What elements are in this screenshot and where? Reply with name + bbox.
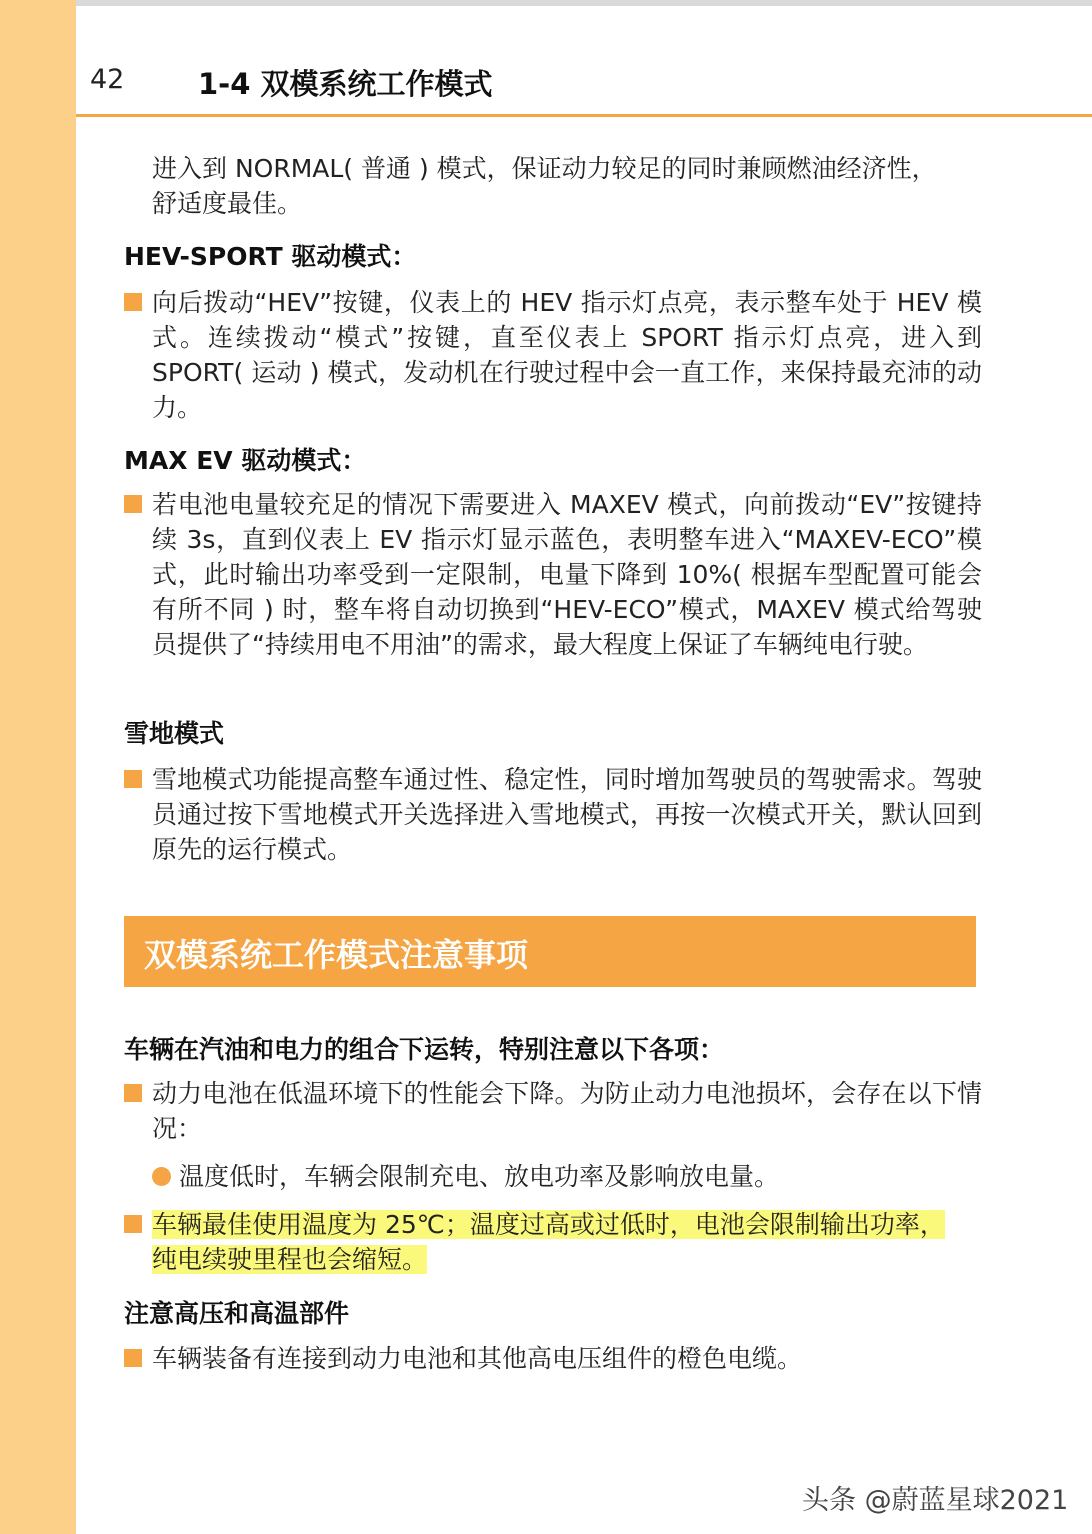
- page-header: [76, 6, 1092, 114]
- circle-bullet-icon: [152, 1167, 171, 1186]
- battery-low-temp-text: 动力电池在低温环境下的性能会下降。为防止动力电池损坏，会存在以下情况：: [152, 1079, 982, 1143]
- highlighted-line-2: 纯电续驶里程也会缩短。: [152, 1245, 428, 1274]
- max-ev-bullet: [124, 487, 982, 662]
- section-title: 双模系统工作模式注意事项: [144, 936, 529, 974]
- header-divider: [76, 114, 1092, 117]
- low-temp-sub-text: 温度低时，车辆会限制充电、放电功率及影响放电量。: [179, 1162, 780, 1191]
- hev-sport-text: 向后拨动“HEV”按键，仪表上的 HEV 指示灯点亮，表示整车处于 HEV 模式。连续拨动“模式”按键，直至仪表上 SPORT 指示灯点亮，进入到 SPORT( 运动 ) 模式，发动机在行驶过程中会一直工作，来保持最充沛的动力。: [152, 288, 982, 422]
- low-temp-sub-bullet: [152, 1159, 982, 1194]
- square-bullet-icon: [124, 1084, 142, 1102]
- intro-paragraph: [152, 151, 982, 221]
- square-bullet-icon: [124, 293, 142, 311]
- battery-low-temp-bullet: [124, 1076, 982, 1146]
- watermark: 头条 @蔚蓝星球2021: [802, 1485, 1069, 1516]
- snow-mode-heading: 雪地模式: [124, 719, 225, 748]
- max-ev-heading: MAX EV 驱动模式：: [124, 446, 367, 475]
- square-bullet-icon: [124, 495, 142, 513]
- highlighted-line-1: 车辆最佳使用温度为 25℃；温度过高或过低时，电池会限制输出功率，: [152, 1210, 945, 1239]
- optimal-temp-bullet: [124, 1207, 982, 1277]
- high-voltage-heading: 注意高压和高温部件: [124, 1299, 350, 1328]
- square-bullet-icon: [124, 770, 142, 788]
- section-subheading: 车辆在汽油和电力的组合下运转，特别注意以下各项：: [124, 1035, 725, 1064]
- intro-line-2: 舒适度最佳。: [152, 189, 303, 218]
- optimal-temp-text: [152, 1207, 982, 1277]
- page-number: 42: [90, 64, 125, 95]
- high-voltage-text: 车辆装备有连接到动力电池和其他高电压组件的橙色电缆。: [152, 1344, 803, 1373]
- high-voltage-bullet: [124, 1341, 982, 1376]
- left-margin-strip: [0, 0, 76, 1534]
- intro-line-1: 进入到 NORMAL( 普通 ) 模式，保证动力较足的同时兼顾燃油经济性，: [152, 154, 937, 183]
- square-bullet-icon: [124, 1215, 142, 1233]
- section-banner: [124, 916, 976, 987]
- chapter-title: 1-4 双模系统工作模式: [198, 67, 493, 101]
- max-ev-text: 若电池电量较充足的情况下需要进入 MAXEV 模式，向前拨动“EV”按键持续 3s，直到仪表上 EV 指示灯显示蓝色，表明整车进入“MAXEV-ECO”模式，此时输出功率受到一定限制，电量下降到 10%( 根据车型配置可能会有所不同 ) 时，整车将自动切换到“HEV-ECO”模式，MAXEV 模式给驾驶员提供了“持续用电不用油”的需求，最大程度上保证了车辆纯电行驶。: [152, 490, 982, 659]
- hev-sport-bullet: [124, 285, 982, 425]
- square-bullet-icon: [124, 1349, 142, 1367]
- snow-mode-bullet: [124, 762, 982, 867]
- hev-sport-heading: HEV-SPORT 驱动模式：: [124, 242, 417, 271]
- snow-mode-text: 雪地模式功能提高整车通过性、稳定性，同时增加驾驶员的驾驶需求。驾驶员通过按下雪地模式开关选择进入雪地模式，再按一次模式开关，默认回到原先的运行模式。: [152, 765, 982, 864]
